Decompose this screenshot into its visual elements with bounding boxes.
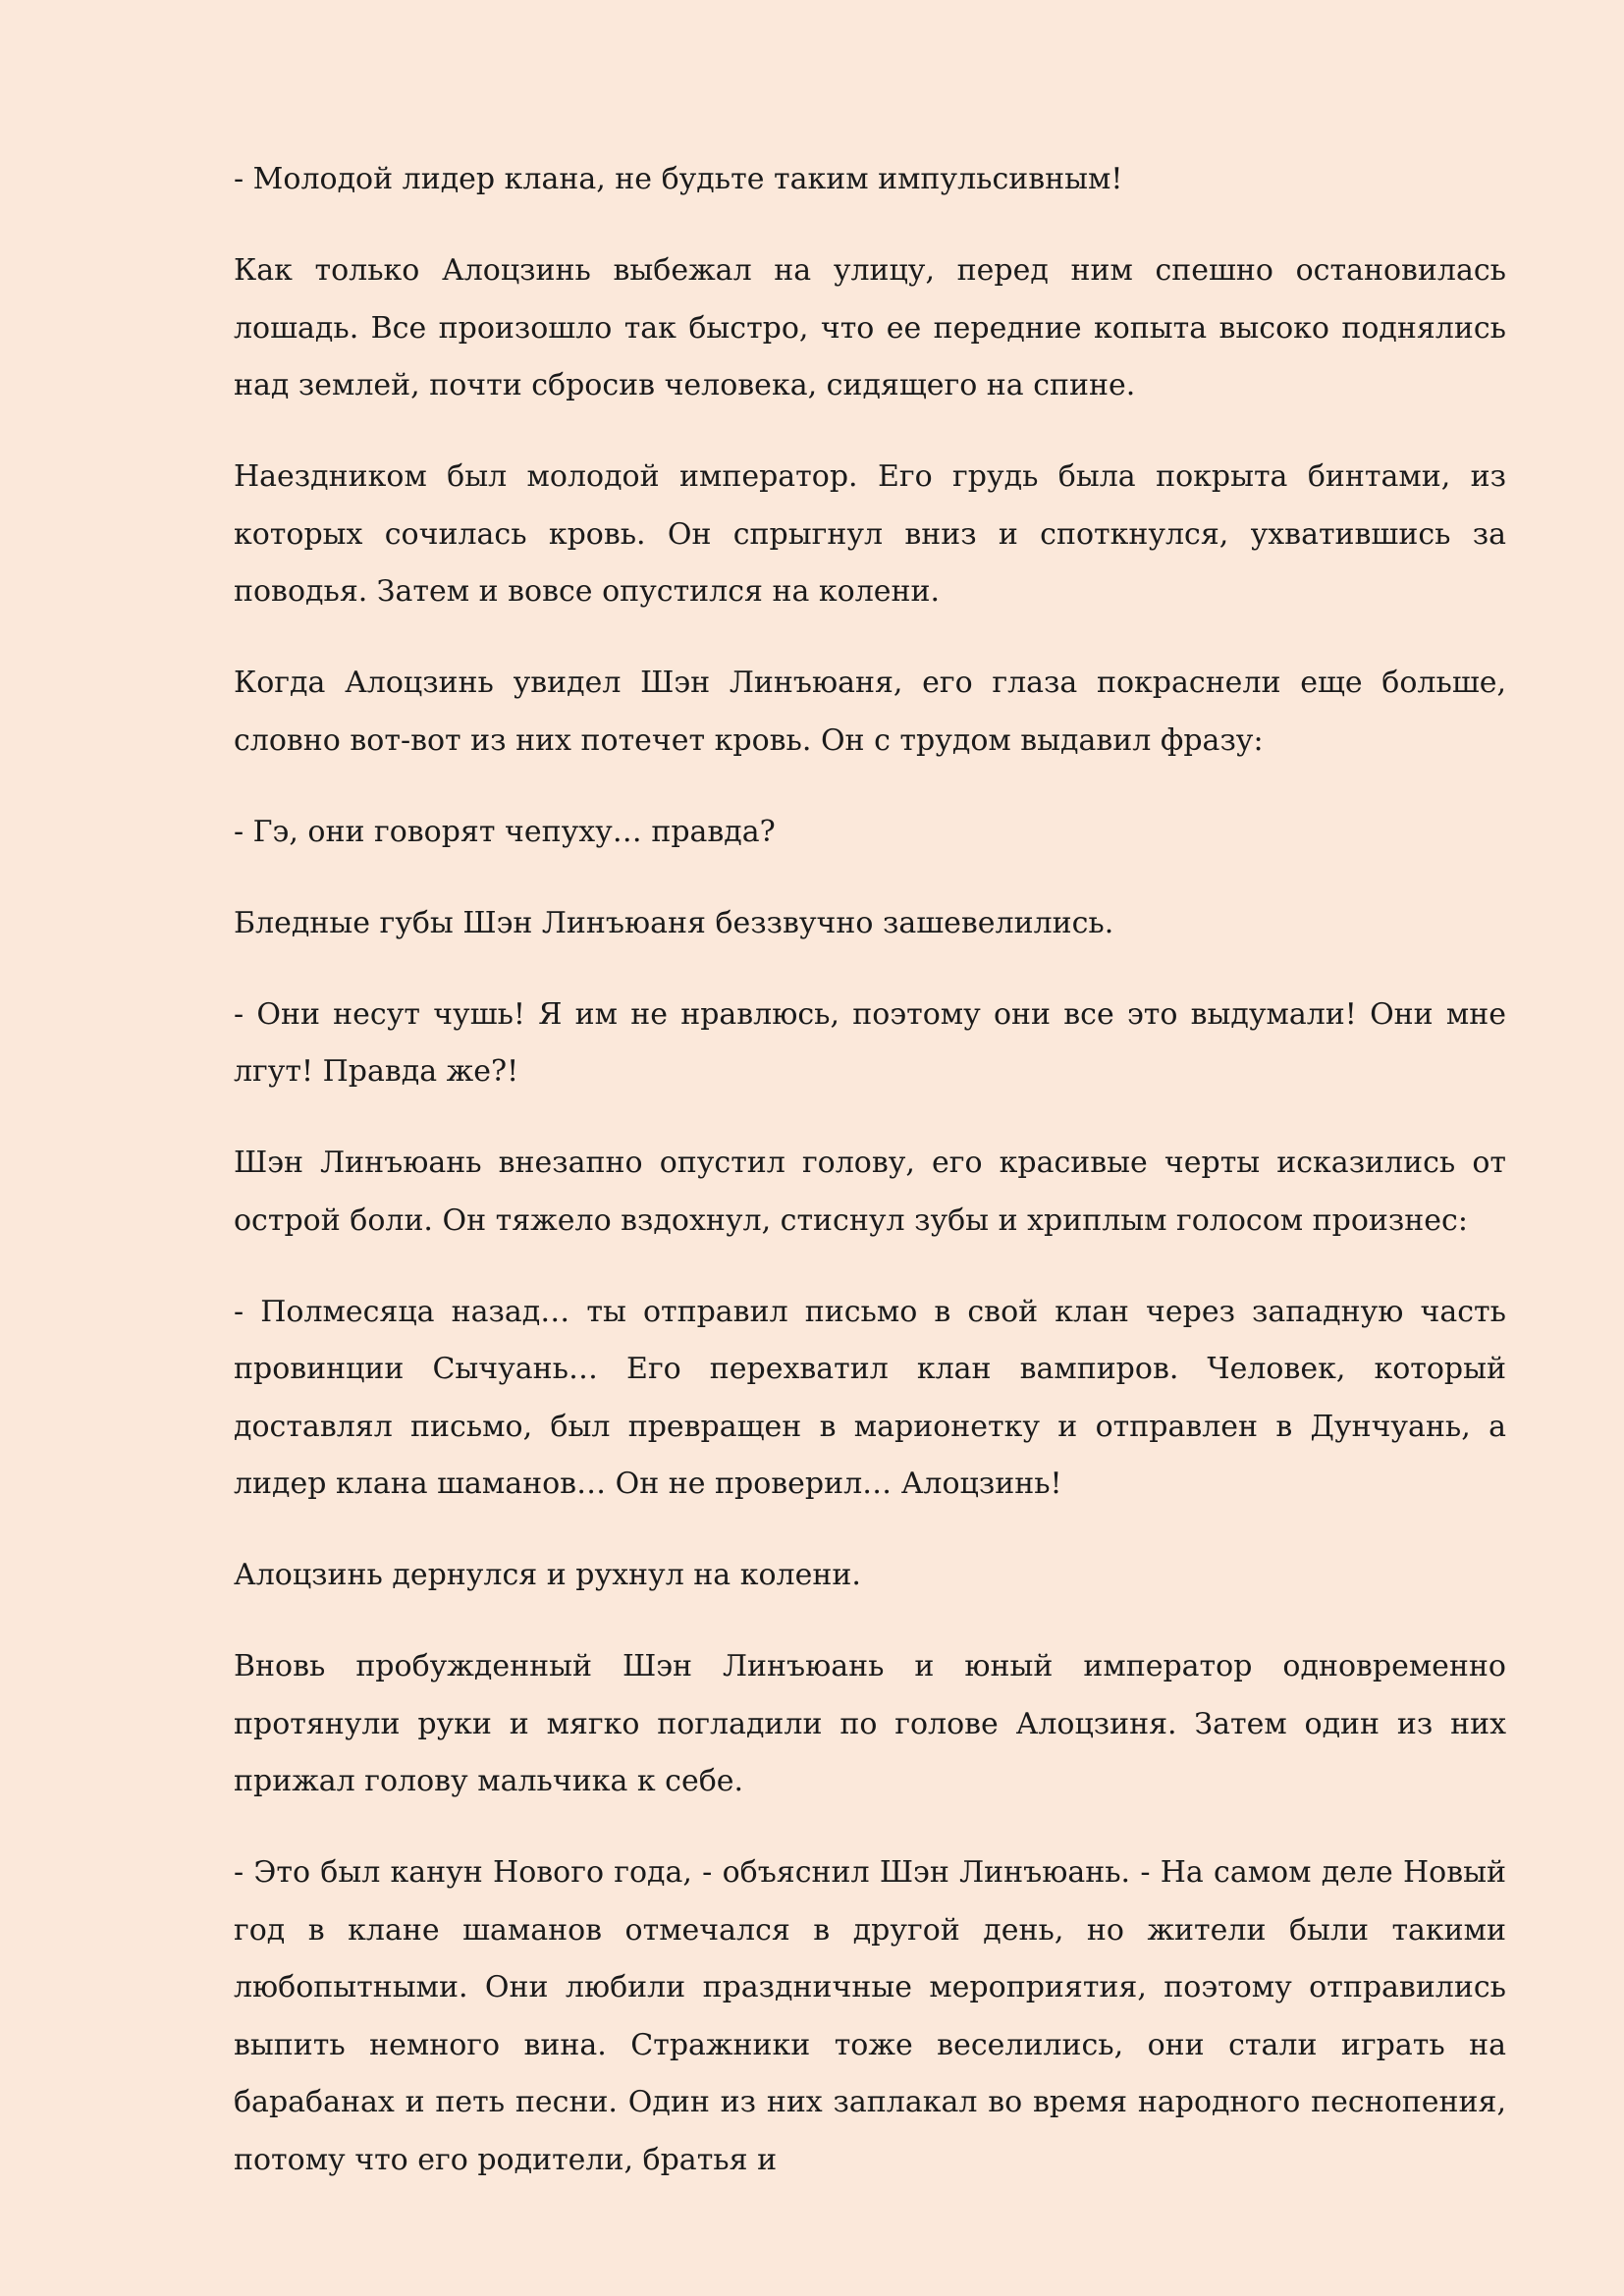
- paragraph-6: Бледные губы Шэн Линъюаня беззвучно зашевелились.: [234, 905, 1114, 940]
- paragraph-8: Шэн Линъюань внезапно опустил голову, его красивые черты исказились от острой боли. Он тяжело вздохнул, стиснул зубы и хриплым голосом произнес:: [234, 1146, 1506, 1238]
- paragraph-11: Вновь пробужденный Шэн Линъюань и юный император одновременно протянули руки и мягко погладили по голове Алоцзиня. Затем один из них прижал голову мальчика к себе.: [234, 1649, 1506, 1798]
- paragraph-7: - Они несут чушь! Я им не нравлюсь, поэтому они все это выдумали! Они мне лгут! Правда же?!: [234, 996, 1506, 1089]
- paragraph-9: - Полмесяца назад… ты отправил письмо в свой клан через западную часть провинции Сычуань… Его перехватил клан вампиров. Человек, который доставлял письмо, был превращен в марионетку и отправлен в Дунчуань, а лидер клана шаманов… Он не проверил… Алоцзинь!: [234, 1294, 1506, 1501]
- paragraph-12: - Это был канун Нового года, - объяснил Шэн Линъюань. - На самом деле Новый год в клане шаманов отмечался в другой день, но жители были такими любопытными. Они любили праздничные мероприятия, поэтому отправились выпить немного вина. Стражники тоже веселились, они стали играть на барабанах и петь песни. Один из них заплакал во время народного песнопения, потому что его родители, братья и: [234, 1855, 1506, 2177]
- paragraph-5: - Гэ, они говорят чепуху… правда?: [234, 814, 776, 849]
- paragraph-2: Как только Алоцзинь выбежал на улицу, перед ним спешно остановилась лошадь. Все произошло так быстро, что ее передние копыта высоко поднялись над землей, почти сбросив человека, сидящего на спине.: [234, 253, 1506, 402]
- paragraph-10: Алоцзинь дернулся и рухнул на колени.: [234, 1558, 861, 1592]
- text-body: [234, 151, 1506, 2189]
- paragraph-3: Наездником был молодой император. Его грудь была покрыта бинтами, из которых сочилась кровь. Он спрыгнул вниз и споткнулся, ухватившись за поводья. Затем и вовсе опустился на колени.: [234, 459, 1506, 609]
- paragraph-4: Когда Алоцзинь увидел Шэн Линъюаня, его глаза покраснели еще больше, словно вот-вот из них потечет кровь. Он с трудом выдавил фразу:: [234, 666, 1506, 758]
- paragraph-1: - Молодой лидер клана, не будьте таким импульсивным!: [234, 162, 1123, 196]
